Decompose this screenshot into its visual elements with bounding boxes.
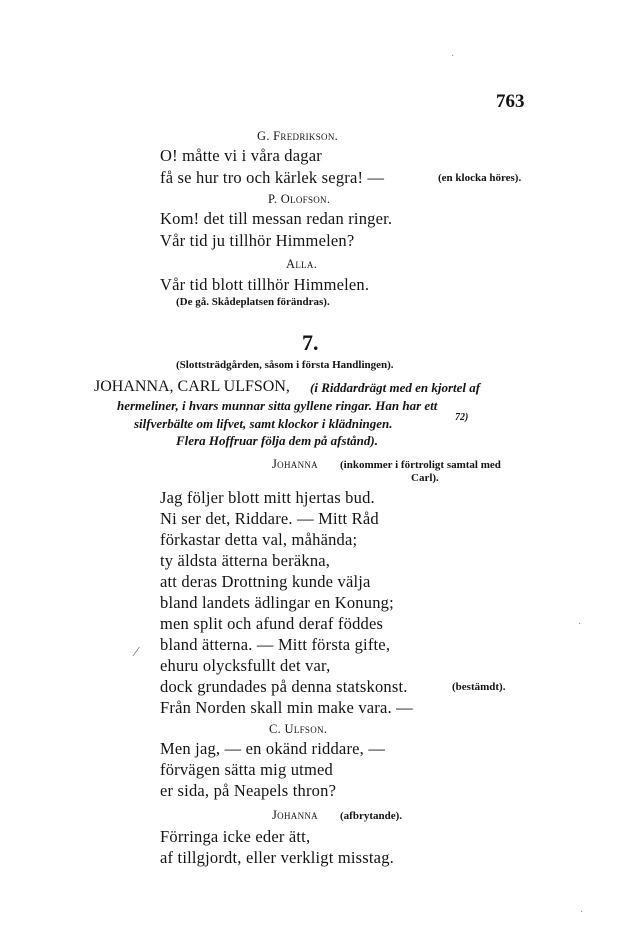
verse-line: men split och afund deraf föddes: [160, 614, 384, 633]
verse-line: O! måtte vi i våra dagar: [160, 146, 322, 165]
verse-line: att deras Drottning kunde välja: [160, 572, 371, 591]
verse-line: Från Norden skall min make vara. —: [160, 698, 413, 717]
stage-direction: Carl).: [411, 472, 439, 484]
cast-description: hermeliner, i hvars munnar sitta gyllene ringar. Han har ett: [117, 398, 438, 413]
margin-pencil-mark: ⁄: [135, 645, 138, 660]
stage-direction: (en klocka höres).: [438, 172, 522, 184]
scene-setting: (Slottsträdgården, såsom i första Handlingen).: [176, 359, 394, 371]
verse-line: Förringa icke eder ätt,: [160, 827, 311, 846]
verse-line: Men jag, — en okänd riddare, —: [160, 739, 386, 758]
cast-names: JOHANNA, CARL ULFSON,: [94, 378, 290, 395]
verse-line: få se hur tro och kärlek segra! —: [160, 168, 385, 187]
verse-line: förvägen sätta mig utmed: [160, 760, 333, 779]
speaker-johanna: Johanna: [272, 457, 318, 471]
verse-line: Vår tid ju tillhör Himmelen?: [160, 231, 355, 250]
stray-dot: ·: [451, 51, 455, 62]
stage-direction: (afbrytande).: [340, 810, 403, 822]
page-number: 763: [496, 91, 525, 112]
verse-line: er sida, på Neapels thron?: [160, 781, 337, 800]
verse-line: bland landets ädlingar en Konung;: [160, 593, 394, 612]
speaker-johanna: Johanna: [272, 808, 318, 822]
verse-line: Jag följer blott mitt hjertas bud.: [160, 488, 375, 507]
footnote-ref: 72): [455, 412, 469, 423]
verse-line: förkastar detta val, måhända;: [160, 530, 358, 549]
stage-direction: (inkommer i förtroligt samtal med: [340, 459, 501, 471]
verse-line: af tillgjordt, eller verkligt misstag.: [160, 848, 394, 867]
verse-line: dock grundades på denna statskonst.: [160, 677, 408, 696]
speaker-c-ulfson: C. Ulfson.: [269, 722, 328, 736]
stray-dot: ·: [578, 619, 582, 630]
stage-direction: (bestämdt).: [452, 681, 506, 693]
speaker-g-fredrikson: G. Fredrikson.: [257, 129, 339, 143]
verse-line: Ni ser det, Riddare. — Mitt Råd: [160, 509, 379, 528]
verse-line: bland ätterna. — Mitt första gifte,: [160, 635, 391, 654]
speaker-p-olofson: P. Olofson.: [268, 192, 331, 206]
verse-line: ty äldsta ätterna beräkna,: [160, 551, 331, 570]
cast-description: (i Riddardrägt med en kjortel af: [310, 380, 481, 395]
speaker-alla: Alla.: [286, 257, 318, 271]
cast-description: silfverbälte om lifvet, samt klockor i klädningen.: [134, 416, 393, 431]
verse-line: ehuru olycksfullt det var,: [160, 656, 331, 675]
verse-line: Kom! det till messan redan ringer.: [160, 209, 393, 228]
stage-direction: (De gå. Skådeplatsen förändras).: [176, 296, 330, 308]
verse-line: Vår tid blott tillhör Himmelen.: [160, 275, 370, 294]
cast-description: Flera Hoffruar följa dem på afstånd).: [176, 433, 378, 448]
stray-dot: ·: [580, 907, 584, 918]
scene-number: 7.: [302, 330, 319, 355]
